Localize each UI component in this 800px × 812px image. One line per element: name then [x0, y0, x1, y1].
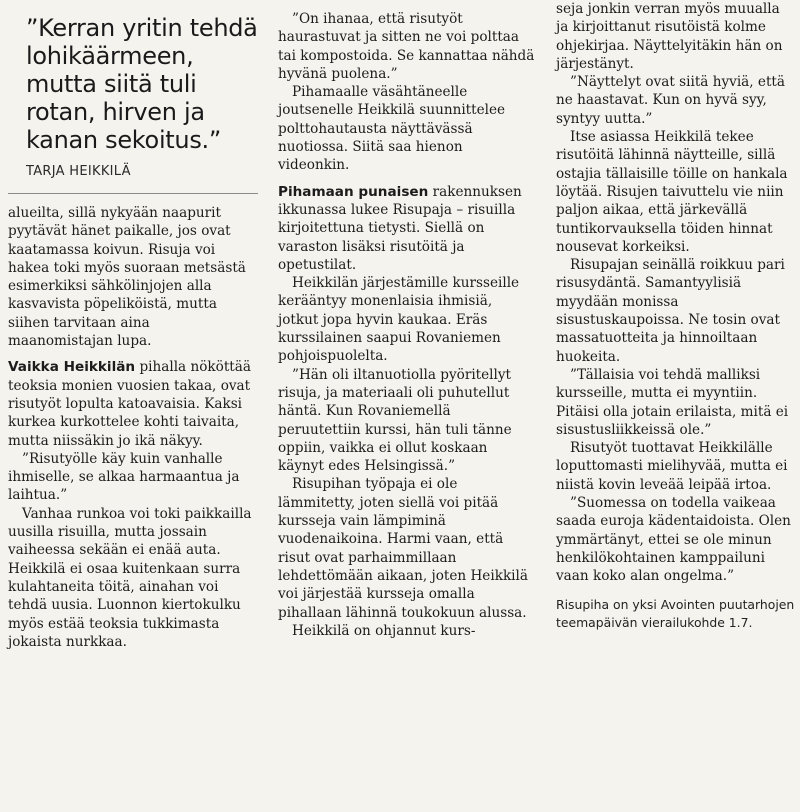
paragraph: Pihamaalle väsähtäneelle joutsenelle Heikkilä suunnittelee polttohautausta näyttävässä nuotiossa. Siitä saa hienon videonkin. [278, 84, 506, 174]
paragraph: ”Hän oli iltanuotiolla pyöritellyt risuja, ja materiaali oli puhutellut häntä. Kun Rovaniemellä peruutettiin kurssi, hän tuli tänne oppiin, vaikka ei ollut koskaan käynyt edes Helsingissä.” [278, 366, 512, 475]
paragraph: Heikkilän järjestämille kursseille kerääntyy monenlaisia ihmisiä, jotkut jopa hyvin kaukaa. Eräs kurssilainen saapui Rovaniemen pohjoispuolelta. [278, 275, 520, 365]
article-column-3 [548, 0, 800, 812]
paragraph: ”Suomessa on todella vaikeaa saada euroja kädentaidoista. Olen ymmärtänyt, ettei se ole minun henkilökohtainen kamppailuni vaan koko alan ongelma.” [556, 495, 791, 585]
divider [8, 193, 258, 194]
pull-quote: ”Kerran yritin tehdä lohikäärmeen, mutta siitä tuli rotan, hirven ja kanan sekoitus.” [26, 14, 258, 154]
pull-quote-byline: TARJA HEIKKILÄ [26, 164, 131, 179]
paragraph: ”On ihanaa, että risutyöt haurastuvat ja sitten ne voi polttaa tai kompostoida. Se kannattaa nähdä hyvänä puolena.” [278, 11, 535, 82]
article-column-2 [270, 0, 540, 812]
paragraph [8, 358, 258, 449]
article-column-1 [0, 0, 266, 812]
paragraph: seja jonkin verran myös muualla ja kirjoittanut risutöistä kolme ohjekirjaa. Näyttelyitäkin hän on järjestänyt. [556, 1, 783, 72]
paragraph [278, 183, 536, 274]
paragraph: ”Tällaisia voi tehdä malliksi kursseille, mutta ei myyntiin. Pitäisi olla jotain erilaista, mitä ei sisustusliikkeissä ole.” [556, 366, 789, 438]
paragraph: Risutyöt tuottavat Heikkilälle loputtomasti mielihyvää, mutta ei niistä kovin leveää leipää irtoa. [556, 440, 788, 493]
paragraph-body: pihalla nököttää teoksia monien vuosien takaa, ovat risutyöt lopulta katoavaisia. Kaksi kurkea kurkottelee kohti taivaita, mutta niissäkin jo ikä näkyy. [8, 359, 251, 449]
paragraph: Heikkilä on ohjannut kurs- [292, 622, 476, 639]
paragraph-lead: Vaikka Heikkilän [8, 359, 136, 376]
paragraph: Vanhaa runkoa voi toki paikkailla uusilla risuilla, mutta jossain vaiheessa sekään ei enää auta. Heikkilä ei osaa kuitenkaan surra kulahtaneita töitä, ainahan voi tehdä uusia. Luonnon kiertokulku myös estää teoksia tukkimasta jokaista nurkkaa. [8, 505, 252, 650]
paragraph-body: rakennuksen ikkunassa lukee Risupaja – risuilla kirjoitettuna tietysti. Siellä on varaston lisäksi risutöitä ja opetustilat. [278, 183, 522, 273]
paragraph: Itse asiassa Heikkilä tekee risutöitä lähinnä näytteille, sillä ostajia tällaisille töille on hankala löytää. Risujen taivuttelu vie niin paljon aikaa, että järkevällä tuntikorvauksella töiden hinnat nousevat korkeiksi. [556, 129, 788, 255]
paragraph: alueilta, sillä nykyään naapurit pyytävät hänet paikalle, jos ovat kaatamassa koivun. Risuja voi hakea toki myös suoraan metsästä esimerkiksi sähkölinjojen alla kasvavista pöpeliköistä, mutta siihen tarvitaan aina maanomistajan lupa. [8, 205, 246, 350]
info-caption: Risupiha on yksi Avointen puutarhojen teemapäivän vierailukohde 1.7. [556, 596, 795, 630]
paragraph-lead: Pihamaan punaisen [278, 183, 429, 200]
paragraph: ”Risutyölle käy kuin vanhalle ihmiselle, se alkaa harmaantua ja laihtua.” [8, 450, 240, 504]
paragraph: Risupajan seinällä roikkuu pari risusydäntä. Samantyylisiä myydään monissa sisustuskaupoissa. Ne tosin ovat massatuotteita ja hinnoiltaan huokeita. [556, 257, 785, 365]
paragraph: Risupihan työpaja ei ole lämmitetty, joten siellä voi pitää kursseja vain lämpiminä vuodenaikoina. Harmi vaan, että risut ovat parhaimmillaan lehdettömään aikaan, joten Heikkilä voi järjestää kursseja omalla pihallaan lähinnä toukokuun alussa. [278, 476, 528, 621]
paragraph: ”Näyttelyt ovat siitä hyviä, että ne haastavat. Kun on hyvä syy, syntyy uutta.” [556, 74, 786, 127]
